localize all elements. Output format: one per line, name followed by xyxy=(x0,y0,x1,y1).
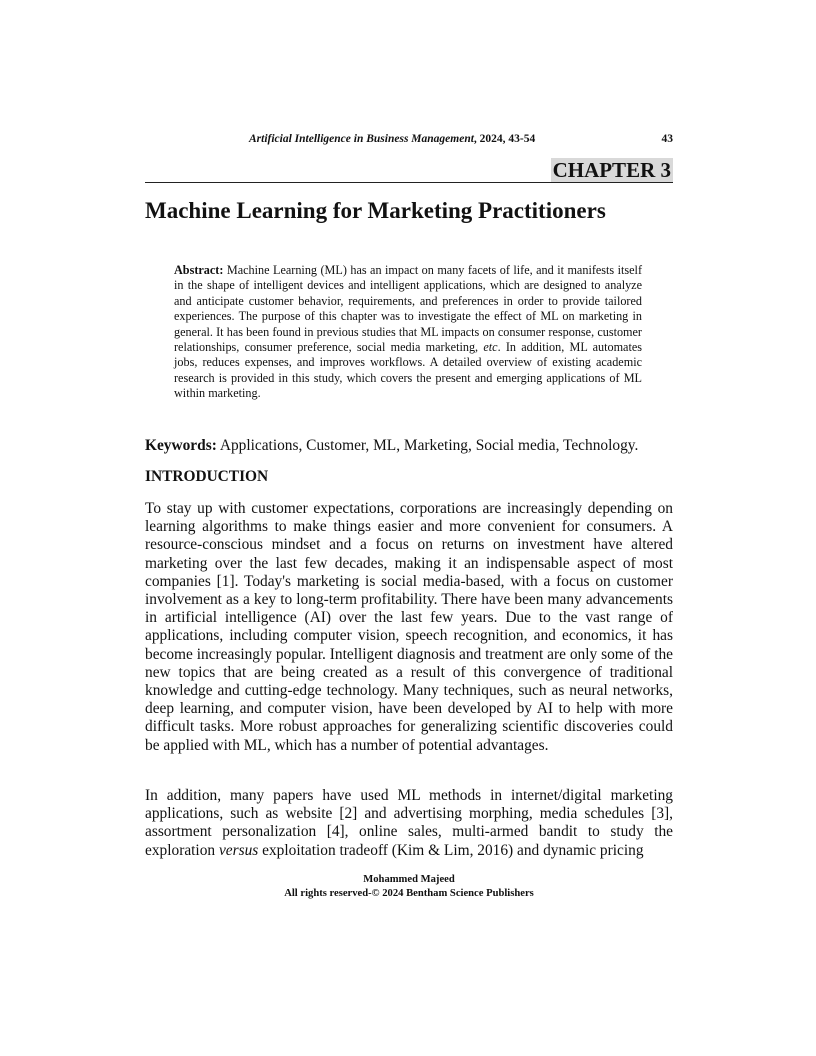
paragraph-2-text-1: In addition, many papers have used ML methods in internet/digital marketing applications, such as website [2] and advertising morphing, media schedules [3], assortment personalization [4], online sales, multi-armed bandit to study the exploration xyxy=(145,787,673,859)
keywords-text: Applications, Customer, ML, Marketing, Social media, Technology. xyxy=(219,437,639,454)
footer-rights: All rights reserved-© 2024 Bentham Science Publishers xyxy=(284,887,534,899)
journal-title: Artificial Intelligence in Business Management xyxy=(249,133,474,145)
keywords-line xyxy=(145,437,685,455)
abstract-block xyxy=(174,263,642,402)
abstract-label: Abstract: xyxy=(174,263,224,277)
chapter-title: Machine Learning for Marketing Practitioners xyxy=(145,198,606,223)
paragraph-2-versus: versus xyxy=(218,841,259,859)
abstract-etc: etc xyxy=(483,340,498,355)
page-footer xyxy=(145,873,673,900)
paragraph-2-text-2: exploitation tradeoff (Kim & Lim, 2016) and dynamic pricing xyxy=(258,841,644,859)
abstract-text-2: . In addition, ML automates jobs, reduces expenses, and improves workflows. A detailed overview of existing academic research is provided in this study, which covers the present and emerging applications of ML within marketing. xyxy=(174,340,642,401)
introduction-paragraph-1: To stay up with customer expectations, corporations are increasingly depending on learning algorithms to make things easier and more convenient for consumers. A resource-conscious mindset and a focus on returns on investment have altered marketing over the last few decades, making it an indispensable aspect of most companies [1]. Today's marketing is social media-based, with a focus on customer involvement as a key to long-term profitability. There have been many advancements in artificial intelligence (AI) over the last few years. Due to the vast range of applications, including computer vision, speech recognition, and economics, it has become increasingly popular. Intelligent diagnosis and treatment are only some of the new topics that are being created as a result of this convergence of traditional knowledge and cutting-edge technology. Many techniques, such as neural networks, deep learning, and computer vision, have been developed by AI to help with more difficult tasks. More robust approaches for generalizing scientific discoveries could be applied with ML, which has a number of potential advantages. xyxy=(145,500,673,754)
introduction-paragraph-2 xyxy=(145,787,673,860)
page-number: 43 xyxy=(661,133,673,145)
chapter-label: CHAPTER 3 xyxy=(552,158,671,182)
section-heading-introduction: INTRODUCTION xyxy=(145,468,269,485)
footer-author: Mohammed Majeed xyxy=(363,874,455,885)
journal-volume-pages: , 2024, 43-54 xyxy=(473,133,536,145)
chapter-divider xyxy=(145,182,673,183)
journal-citation xyxy=(249,133,535,145)
abstract-text-1: Machine Learning (ML) has an impact on many facets of life, and it manifests itself in the shape of intelligent devices and intelligent applications, which are designed to analyze and anticipate customer behavior, requirements, and preferences in order to provide tailored experiences. The purpose of this chapter was to investigate the effect of ML on marketing in general. It has been found in previous studies that ML impacts on consumer response, customer relationships, consumer preference, social media marketing, xyxy=(174,263,643,355)
keywords-label: Keywords: xyxy=(145,437,217,454)
